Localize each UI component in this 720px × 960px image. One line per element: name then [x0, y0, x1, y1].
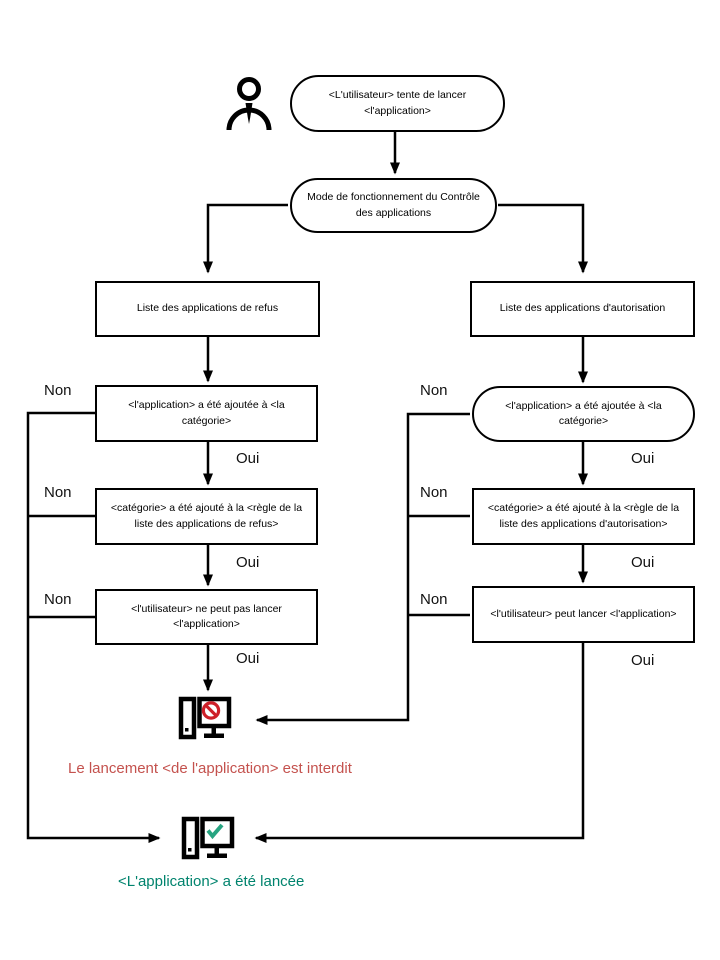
- node-deny-list: [95, 281, 320, 337]
- computer-launched-icon: [181, 816, 235, 869]
- label-oui: Oui: [236, 554, 260, 571]
- node-deny-app-added: [95, 385, 318, 442]
- label-oui: Oui: [631, 450, 655, 467]
- node-allow-list-label: Liste des applications d'autorisation: [499, 302, 666, 315]
- node-start: [290, 75, 505, 132]
- node-allow-list: [470, 281, 695, 337]
- label-oui: Oui: [631, 554, 655, 571]
- node-mode-label: Mode de fonctionnement du Contrôle des applications: [307, 191, 480, 219]
- node-user-cannot-launch-label: <l'utilisateur> ne peut pas lancer <l'application>: [131, 602, 282, 630]
- label-non: Non: [420, 484, 448, 501]
- user-icon: [226, 76, 272, 143]
- label-non: Non: [420, 591, 448, 608]
- node-allow-category-added-label: <catégorie> a été ajouté à la <règle de la liste des applications d'autorisation>: [487, 502, 680, 530]
- node-start-label: <L'utilisateur> tente de lancer <l'application>: [328, 89, 467, 117]
- node-allow-category-added: [472, 488, 695, 545]
- label-oui: Oui: [236, 650, 260, 667]
- result-launched-text: <L'application> a été lancée: [118, 873, 305, 890]
- node-deny-category-added: [95, 488, 318, 545]
- label-oui: Oui: [631, 652, 655, 669]
- label-non: Non: [420, 382, 448, 399]
- node-user-cannot-launch: [95, 589, 318, 645]
- node-user-can-launch-label: <l'utilisateur> peut lancer <l'application>: [490, 607, 677, 620]
- node-deny-app-added-label: <l'application> a été ajoutée à <la catégorie>: [128, 399, 285, 427]
- node-allow-app-added-label: <l'application> a été ajoutée à <la catégorie>: [505, 399, 662, 427]
- node-deny-category-added-label: <catégorie> a été ajouté à la <règle de la liste des applications de refus>: [110, 502, 303, 530]
- node-mode: [290, 178, 497, 233]
- label-oui: Oui: [236, 450, 260, 467]
- node-user-can-launch: [472, 586, 695, 643]
- result-blocked-text: Le lancement <de l'application> est interdit: [68, 760, 352, 777]
- label-non: Non: [44, 484, 72, 501]
- label-non: Non: [44, 382, 72, 399]
- computer-blocked-icon: [178, 696, 232, 749]
- node-deny-list-label: Liste des applications de refus: [136, 302, 279, 315]
- node-allow-app-added: [472, 386, 695, 442]
- label-non: Non: [44, 591, 72, 608]
